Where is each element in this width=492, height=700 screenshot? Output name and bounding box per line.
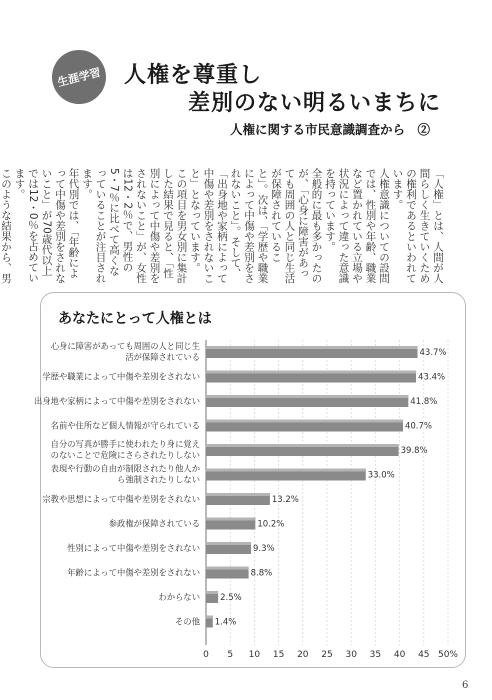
bar-highlight <box>206 542 251 545</box>
bar-highlight <box>206 371 416 374</box>
data-label: 10.2% <box>257 519 285 530</box>
category-label: 参政権が保障されている <box>108 518 200 529</box>
data-label: 8.8% <box>250 568 273 579</box>
category-label: 表現や行動の自由が制限されたり他人か <box>50 463 200 474</box>
x-tick-label: 0 <box>203 650 209 660</box>
x-tick-label: 45 <box>418 650 430 660</box>
page-subtitle: 人権に関する市民意識調査から ② <box>230 122 431 137</box>
bar-highlight <box>206 346 418 349</box>
x-tick-label: 5 <box>227 650 234 660</box>
category-label: 出身地や家柄によって中傷や差別をされない <box>34 396 200 406</box>
category-label: 自分の写真が勝手に使われたり身に覚え <box>50 439 200 449</box>
data-label: 43.7% <box>419 348 447 358</box>
data-label: 13.2% <box>271 495 299 505</box>
bar-highlight <box>206 420 403 423</box>
article-paragraph-2: 人権意識についての設問では、性別や年齢、職業など置かれている立場や状況によって違った意識を持っています。 <box>324 168 390 284</box>
category-label: 学歴や職業によって中傷や差別をされない <box>42 371 200 382</box>
data-label: 1.4% <box>214 617 237 628</box>
category-label: 名前や住所など個人情報が守られている <box>50 420 200 431</box>
category-label: わからない <box>158 592 200 602</box>
category-label: その他 <box>175 616 200 627</box>
article-paragraph-6: このような結果から、男 <box>0 168 12 284</box>
x-tick-label: 15 <box>272 650 285 660</box>
bar-highlight <box>206 469 366 472</box>
x-tick-label: 50% <box>437 650 459 660</box>
x-tick-label: 40 <box>393 650 406 660</box>
bar-highlight <box>206 493 270 496</box>
x-tick-label: 20 <box>297 650 309 660</box>
x-tick-label: 35 <box>369 650 382 660</box>
category-label: 心身に障害があっても周囲の人と同じ生 <box>50 341 200 351</box>
data-label: 2.5% <box>220 593 242 603</box>
page-number: 6 <box>462 680 469 691</box>
article-paragraph-5: 年代別では、「年齢によって中傷や差別をされないこと」が70歳代以上では12・0％を占めています。 <box>13 168 80 284</box>
category-label: ら強制されたりしない <box>117 474 200 485</box>
bar-highlight <box>206 591 218 594</box>
category-label: 性別によって中傷や差別をされない <box>67 543 200 553</box>
bar-highlight <box>206 616 213 619</box>
data-label: 39.8% <box>400 446 428 456</box>
bar-highlight <box>206 395 408 398</box>
data-label: 43.4% <box>418 372 446 383</box>
article-paragraph-4: この項目を男女別に集計した結果で見ると、「性別によって中傷や差別をされないこと」が、女性は12・2％で、男性の5・7％に比べて高くなっていることが注目されます。 <box>81 168 188 284</box>
data-label: 41.8% <box>410 397 438 407</box>
category-label: 年齢によって中傷や差別をされない <box>67 567 200 578</box>
article-paragraph-1: 「人権」とは、人間が人間らしく生きていくための権利であるといわれています。 <box>391 168 444 284</box>
page-title-line2: 差別のない明るいまちに <box>188 90 442 116</box>
bar-highlight <box>206 518 255 521</box>
x-tick-label: 10 <box>248 650 261 660</box>
data-label: 9.3% <box>253 544 275 554</box>
page-title-line1: 人権を尊重し <box>124 62 263 88</box>
article-paragraph-3: 全般的に最も多かったのが、「心身に障害があっても周囲の人と同じ生活が保障されていること」。次は、「学歴や職業によって中傷や差別をされないこと」。そして、「出身地や家柄によって中傷や差別をされないこと」となっています。 <box>189 168 323 284</box>
bar-highlight <box>206 567 249 570</box>
x-tick-label: 30 <box>345 650 357 660</box>
chart-title: あなたにとって人権とは <box>58 311 212 327</box>
x-tick-label: 25 <box>321 650 333 660</box>
category-label: のないことで危険にさらされたりしない <box>50 450 200 460</box>
bar-highlight <box>206 444 399 447</box>
category-label: 活が保障されている <box>125 352 200 362</box>
data-label: 40.7% <box>404 421 433 432</box>
data-label: 33.0% <box>367 470 395 481</box>
category-label: 宗教や思想によって中傷や差別をされない <box>42 494 200 504</box>
lifelong-learning-badge: 生涯学習 <box>46 44 111 109</box>
